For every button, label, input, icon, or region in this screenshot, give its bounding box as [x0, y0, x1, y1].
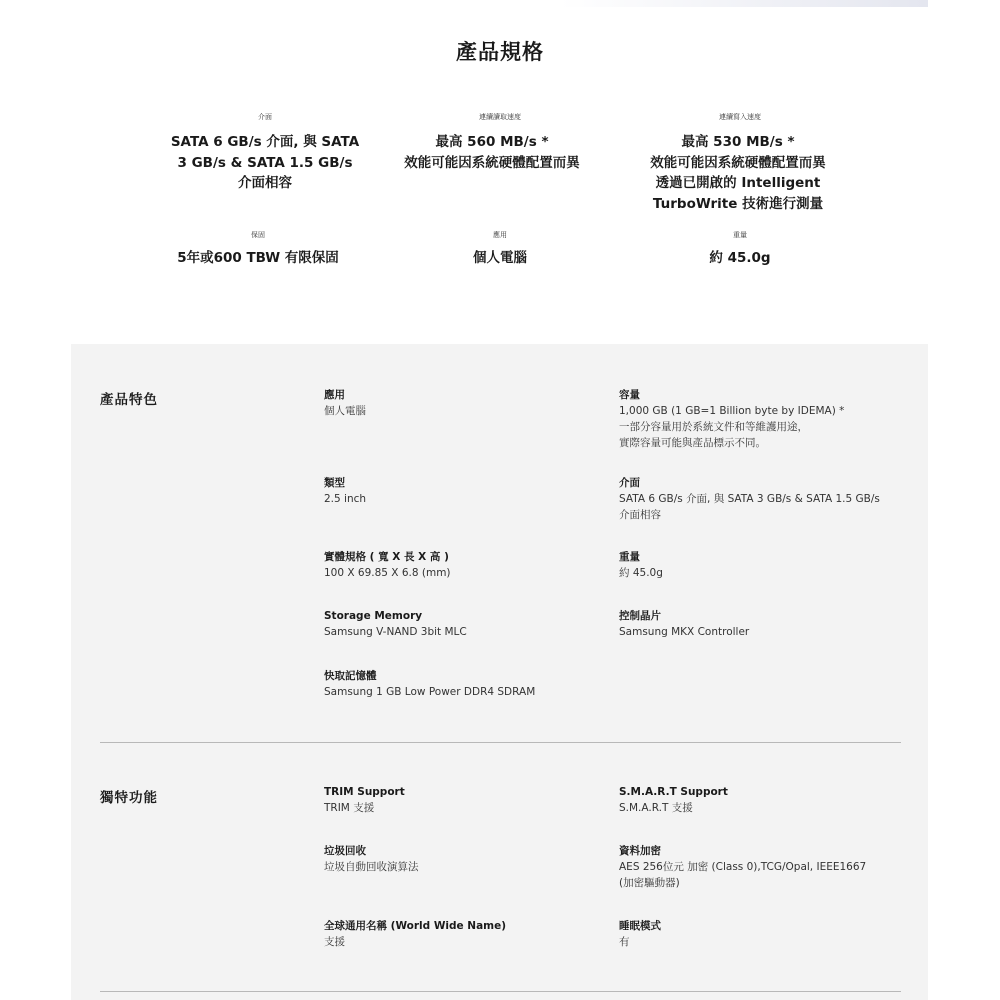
spec-label: 介面	[619, 477, 640, 489]
highlight-value-warranty	[138, 248, 378, 269]
value-line: TRIM 支援	[324, 802, 375, 814]
value-line: 效能可能因系統硬體配置而異	[650, 154, 826, 171]
spec-value	[324, 565, 604, 581]
value-line: 效能可能因系統硬體配置而異	[404, 154, 580, 171]
spec-label: Storage Memory	[324, 610, 423, 622]
spec-item-smart	[619, 784, 899, 816]
spec-value	[324, 859, 604, 875]
value-line: SATA 6 GB/s 介面, 與 SATA	[170, 134, 360, 150]
value-line: 100 X 69.85 X 6.8 (mm)	[324, 567, 451, 579]
value-line: TurboWrite 技術進行測量	[652, 195, 824, 212]
value-line: 個人電腦	[324, 405, 366, 417]
value-line: Samsung MKX Controller	[619, 626, 750, 638]
value-line: 3 GB/s & SATA 1.5 GB/s	[177, 154, 353, 171]
value-line: 有	[619, 936, 630, 948]
value-line: 實際容量可能與產品標示不同。	[619, 437, 766, 449]
spec-item-type	[324, 475, 604, 507]
value-line: 最高 530 MB/s *	[681, 134, 795, 150]
spec-value	[619, 624, 899, 640]
spec-item-weight	[619, 549, 899, 581]
top-gradient-bar	[560, 0, 928, 7]
spec-item-controller	[619, 608, 899, 640]
spec-value	[324, 800, 604, 816]
spec-label: 容量	[619, 389, 640, 401]
value-line: 介面相容	[238, 175, 292, 191]
spec-item-encryption	[619, 843, 919, 891]
section-divider	[100, 742, 901, 743]
spec-value	[324, 491, 604, 507]
highlight-value-application	[380, 248, 620, 269]
spec-label: 控制晶片	[619, 610, 661, 622]
spec-item-interface	[619, 475, 919, 523]
spec-value	[324, 624, 604, 640]
value-line: 介面相容	[619, 509, 661, 521]
spec-value	[324, 403, 604, 419]
highlight-label-weight: 重量	[733, 231, 747, 239]
spec-panel	[71, 344, 928, 1000]
spec-item-garbage-collection	[324, 843, 604, 875]
value-line: 最高 560 MB/s *	[435, 134, 549, 150]
spec-value	[619, 403, 919, 451]
page-title: 產品規格	[456, 40, 544, 64]
spec-label: 睡眠模式	[619, 920, 661, 932]
value-line: 一部分容量用於系統文件和等維護用途，	[619, 421, 808, 433]
spec-label: 重量	[619, 551, 640, 563]
value-line: Samsung 1 GB Low Power DDR4 SDRAM	[324, 686, 536, 698]
value-line: SATA 6 GB/s 介面, 與 SATA 3 GB/s & SATA 1.5 GB/s	[619, 493, 880, 505]
spec-item-sleep-mode	[619, 918, 899, 950]
highlight-label-read-speed: 連續讀取速度	[479, 113, 521, 121]
section-title-special: 獨特功能	[100, 790, 158, 806]
spec-value	[324, 934, 604, 950]
spec-item-storage-memory	[324, 608, 604, 640]
section-title-features: 產品特色	[100, 392, 158, 408]
value-line: 1,000 GB (1 GB=1 Billion byte by IDEMA) *	[619, 405, 845, 417]
highlight-label-warranty: 保固	[251, 231, 265, 239]
highlight-label-application: 應用	[493, 231, 507, 239]
spec-value	[619, 934, 899, 950]
spec-label: 垃圾回收	[324, 845, 366, 857]
spec-label: S.M.A.R.T Support	[619, 786, 728, 798]
value-line: 透過已開啟的 Intelligent	[655, 175, 821, 191]
spec-item-cache-memory	[324, 668, 604, 700]
value-line: 個人電腦	[473, 250, 527, 266]
section-divider	[100, 991, 901, 992]
spec-value	[619, 859, 919, 891]
value-line: AES 256位元 加密 (Class 0),TCG/Opal, IEEE1667	[619, 861, 867, 873]
spec-value	[619, 491, 919, 523]
value-line: 約 45.0g	[709, 250, 771, 266]
spec-label: TRIM Support	[324, 786, 405, 798]
highlight-value-read-speed	[386, 132, 598, 173]
value-line: 5年或600 TBW 有限保固	[177, 250, 339, 266]
value-line: 約 45.0g	[619, 567, 663, 579]
spec-value	[324, 684, 604, 700]
spec-item-application	[324, 387, 604, 419]
spec-value	[619, 800, 899, 816]
value-line: Samsung V-NAND 3bit MLC	[324, 626, 467, 638]
spec-item-capacity	[619, 387, 919, 451]
highlight-label-interface: 介面	[258, 113, 272, 121]
spec-label: 快取記憶體	[324, 670, 377, 682]
highlight-value-write-speed	[632, 132, 844, 214]
spec-label: 全球通用名稱 (World Wide Name)	[324, 920, 507, 932]
spec-label: 應用	[324, 389, 345, 401]
spec-label: 實體規格 ( 寬 X 長 X 高 )	[324, 551, 449, 563]
spec-item-dimensions	[324, 549, 604, 581]
spec-item-wwn	[324, 918, 604, 950]
value-line: 2.5 inch	[324, 493, 367, 505]
spec-label: 類型	[324, 477, 345, 489]
highlight-label-write-speed: 連續寫入速度	[719, 113, 761, 121]
highlight-value-weight	[620, 248, 860, 269]
value-line: S.M.A.R.T 支援	[619, 802, 693, 814]
value-line: 垃圾自動回收演算法	[324, 861, 419, 873]
spec-label: 資料加密	[619, 845, 661, 857]
spec-value	[619, 565, 899, 581]
highlight-value-interface	[145, 132, 385, 194]
value-line: 支援	[324, 936, 345, 948]
spec-item-trim	[324, 784, 604, 816]
value-line: (加密驅動器)	[619, 877, 680, 889]
